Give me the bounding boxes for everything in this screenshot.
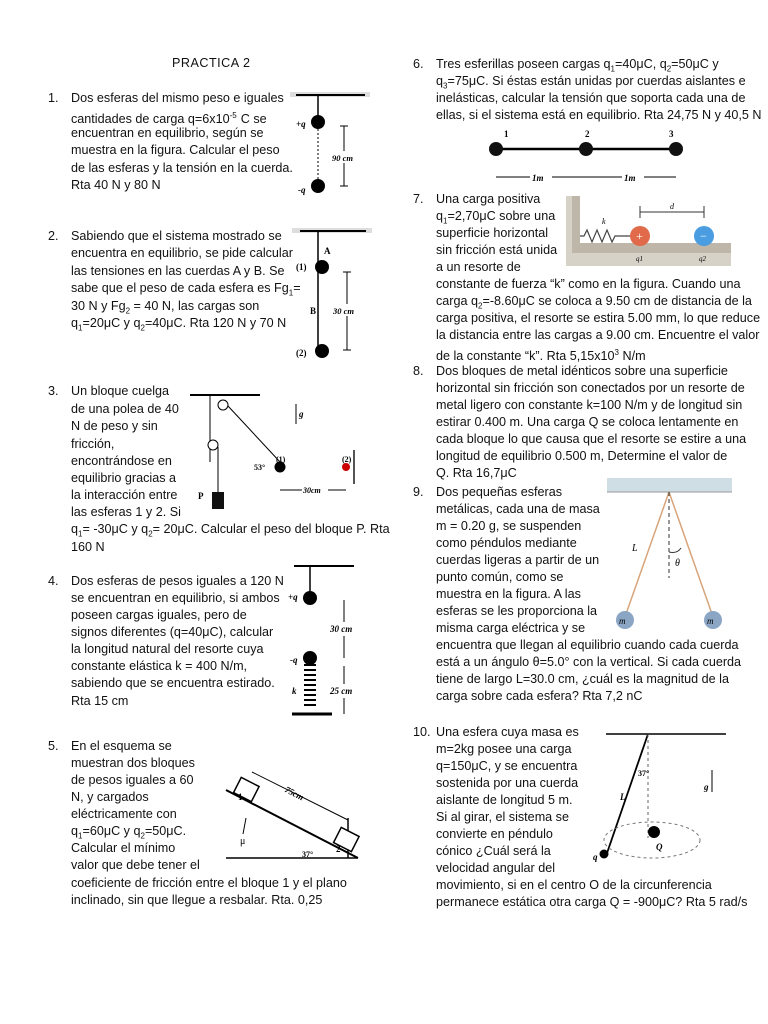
svg-text:1m: 1m	[532, 173, 544, 183]
svg-text:m: m	[619, 616, 626, 626]
figure-10	[588, 728, 730, 878]
svg-text:(1): (1)	[276, 455, 286, 464]
svg-text:(1): (1)	[296, 262, 307, 272]
figure-4	[284, 562, 379, 732]
problem-number: 6.	[413, 57, 424, 71]
svg-text:-q: -q	[298, 185, 306, 195]
svg-text:1: 1	[504, 129, 509, 139]
svg-text:-q: -q	[290, 655, 298, 665]
svg-text:−: −	[700, 229, 707, 243]
svg-text:q2: q2	[699, 255, 706, 263]
svg-text:+q: +q	[288, 592, 298, 602]
svg-text:90 cm: 90 cm	[332, 153, 354, 163]
svg-text:(2): (2)	[342, 455, 352, 464]
figure-2	[292, 228, 372, 368]
problem-number: 9.	[413, 485, 424, 499]
figure-6	[486, 127, 691, 185]
svg-text:53°: 53°	[254, 463, 266, 472]
problem-number: 7.	[413, 192, 424, 206]
svg-text:25 cm: 25 cm	[330, 686, 353, 696]
svg-text:L: L	[632, 543, 638, 554]
svg-text:30 cm: 30 cm	[330, 624, 353, 634]
figure-9	[607, 478, 732, 636]
svg-text:μ: μ	[240, 836, 246, 847]
figure-5	[218, 756, 363, 866]
svg-text:75cm: 75cm	[283, 784, 306, 803]
svg-text:k: k	[292, 686, 297, 696]
svg-text:1m: 1m	[624, 173, 636, 183]
svg-text:P: P	[198, 491, 204, 501]
figure-1	[290, 92, 370, 202]
svg-text:q: q	[593, 852, 598, 862]
svg-text:d: d	[670, 202, 674, 211]
svg-text:B: B	[310, 306, 317, 316]
svg-text:37°: 37°	[638, 769, 650, 778]
svg-text:30 cm: 30 cm	[333, 306, 355, 316]
svg-text:2: 2	[336, 844, 341, 854]
svg-text:θ: θ	[675, 558, 680, 569]
svg-text:(2): (2)	[296, 348, 307, 358]
problem-number: 2.	[48, 229, 59, 243]
svg-text:3: 3	[669, 129, 674, 139]
svg-text:+q: +q	[296, 119, 306, 129]
figure-3	[190, 392, 365, 517]
problem-number: 8.	[413, 364, 424, 378]
svg-text:q1: q1	[636, 255, 643, 263]
svg-text:30cm: 30cm	[303, 486, 321, 495]
svg-text:L: L	[620, 792, 626, 802]
problem-number: 4.	[48, 574, 59, 588]
svg-text:g: g	[299, 409, 304, 419]
svg-text:37°: 37°	[302, 850, 314, 859]
figure-7	[566, 196, 731, 266]
problem-number: 10.	[413, 725, 431, 739]
svg-text:k: k	[602, 217, 606, 226]
svg-text:Q: Q	[656, 842, 663, 852]
svg-text:A: A	[324, 246, 331, 256]
problem-number: 1.	[48, 91, 59, 105]
problem-number: 5.	[48, 739, 59, 753]
svg-text:g: g	[704, 782, 709, 792]
page-title: PRACTICA 2	[172, 56, 251, 70]
problem-number: 3.	[48, 384, 59, 398]
svg-text:+: +	[636, 229, 643, 243]
svg-text:m: m	[707, 616, 714, 626]
svg-text:2: 2	[585, 129, 590, 139]
svg-text:1: 1	[238, 792, 243, 802]
